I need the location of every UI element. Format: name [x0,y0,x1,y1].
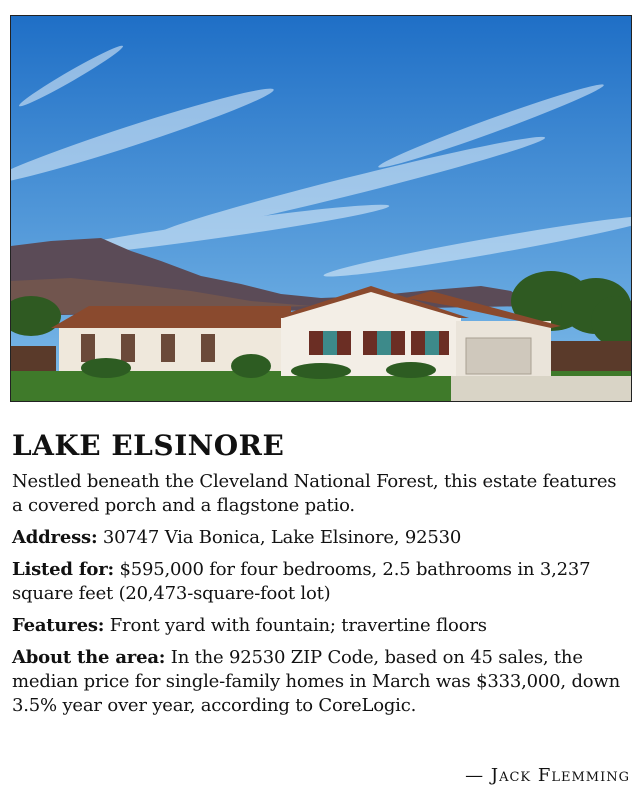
byline: — Jack Flemming [465,765,630,786]
area-value: In the 92530 ZIP Code, based on 45 sales, the median price for single-family homes in March was $333,000, down 3.5% year over year, according to CoreLogic. [12,647,621,716]
listed-line [12,558,632,606]
features-value: Front yard with fountain; travertine floors [104,615,487,636]
listed-value: $595,000 for four bedrooms, 2.5 bathrooms in 3,237 square feet (20,473-square-foot lot) [12,559,591,604]
area-label: About the area: [12,647,166,668]
headline: LAKE ELSINORE [12,429,285,462]
features-label: Features: [12,615,105,636]
area-line [12,646,632,718]
house-photo-illustration [11,16,631,401]
article-body [12,428,632,726]
features-line [12,614,632,638]
listing-photo [10,15,632,402]
address-line [12,526,632,550]
address-label: Address: [12,527,98,548]
intro-paragraph: Nestled beneath the Cleveland National Forest, this estate features a covered porch and a flagstone patio. [12,471,617,516]
listed-label: Listed for: [12,559,114,580]
address-value: 30747 Via Bonica, Lake Elsinore, 92530 [97,527,462,548]
